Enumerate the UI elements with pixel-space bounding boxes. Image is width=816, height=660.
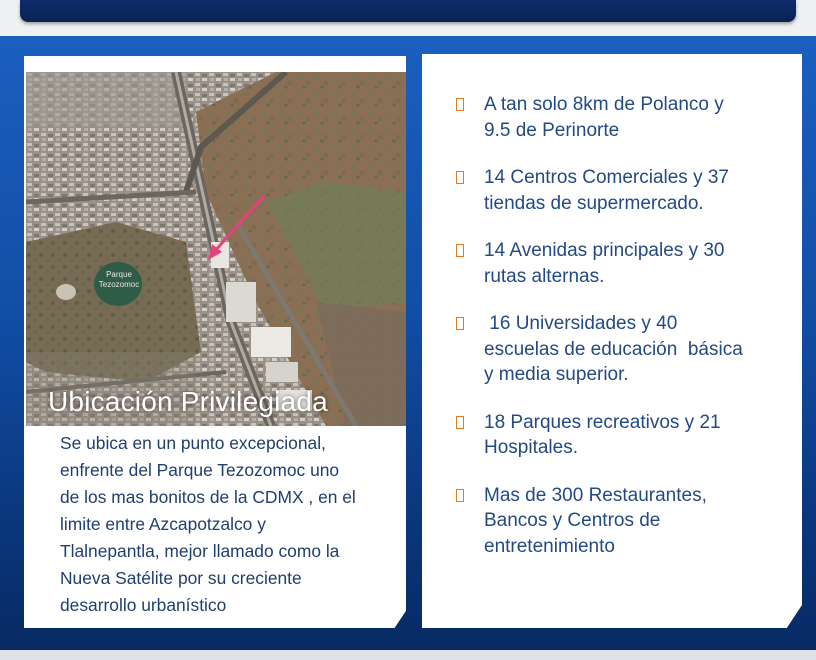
aerial-map-image [26,72,406,426]
square-bullet-icon [456,489,464,502]
highlight-item [450,410,790,461]
square-bullet-icon [456,416,464,429]
highlight-text: Mas de 300 Restaurantes, [484,484,707,506]
square-bullet-icon [456,317,464,330]
highlight-text: 14 Centros Comerciales y 37 [484,167,729,188]
description-line: Nueva Satélite por su creciente [60,568,302,588]
square-bullet-icon [456,171,464,184]
highlight-text: 18 Parques recreativos y 21 [484,411,721,433]
highlight-item [450,238,790,289]
description-line: Tlalnepantla, mejor llamado como la [60,541,340,561]
highlight-text: Bancos y Centros de [484,510,661,531]
highlight-text: rutas alternas. [484,265,605,287]
highlight-text: entretenimiento [484,535,615,557]
highlight-text: A tan solo 8km de Polanco y [484,94,724,115]
highlight-text: y media superior. [484,364,629,385]
highlight-text: 9.5 de Perinorte [484,119,620,141]
next-slide-band [0,650,816,660]
map-park-label-2: Tezozomoc [98,280,140,289]
description-line: Se ubica en un punto excepcional, [60,433,326,453]
map-park-label-1: Parque [106,270,132,279]
previous-slide-band [0,0,816,36]
previous-slide-bottom-edge [20,0,796,22]
highlight-text: 16 Universidades y 40 [484,313,678,334]
highlights-list [450,92,790,559]
highlight-text: escuelas de educación básica [484,338,743,360]
description-line: limite entre Azcapotzalco y [60,514,266,534]
image-title: Ubicación Privilegiada [48,386,328,417]
square-bullet-icon [456,244,464,257]
highlight-text: Hospitales. [484,437,578,458]
highlight-text: tiendas de supermercado. [484,192,704,214]
highlight-item [450,311,790,388]
location-description [60,430,390,619]
description-line: enfrente del Parque Tezozomoc uno [60,460,340,480]
highlight-text: 14 Avenidas principales y 30 [484,240,725,261]
highlight-item [450,92,790,143]
description-line: de los mas bonitos de la CDMX , en el [60,487,356,507]
square-bullet-icon [456,98,464,111]
highlight-item [450,483,790,560]
description-line: desarrollo urbanístico [60,595,227,615]
highlight-item [450,165,790,216]
